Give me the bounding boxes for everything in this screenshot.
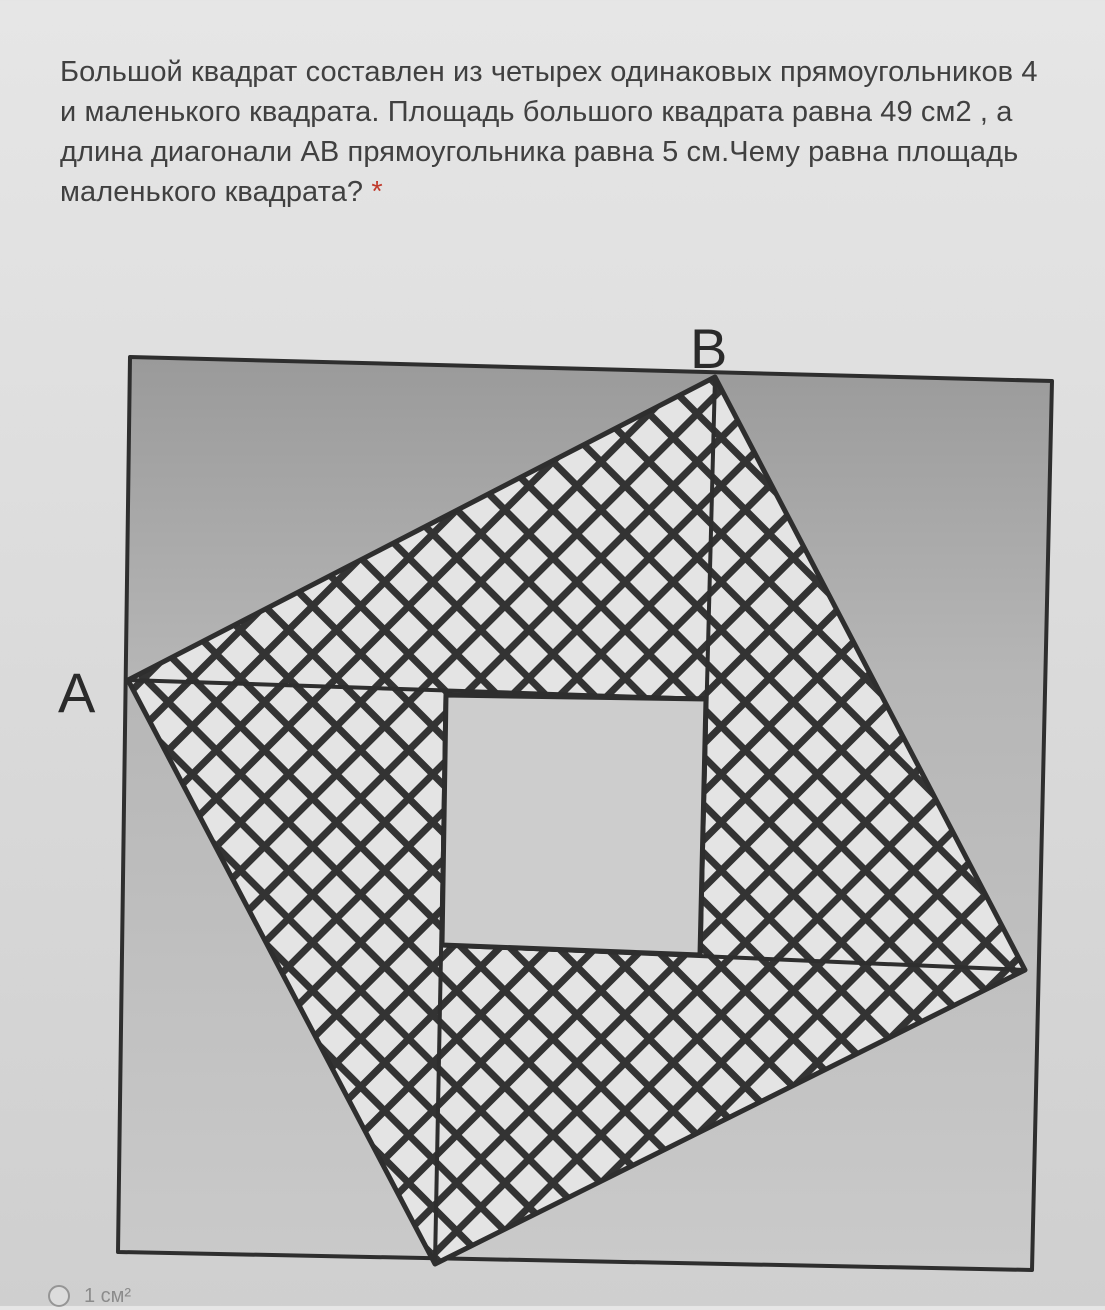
- answer-label: 1 см²: [84, 1284, 132, 1307]
- radio-button[interactable]: [48, 1285, 70, 1307]
- question-line: и маленького квадрата. Площадь большого квадрата равна 49 см2 , а: [60, 96, 1013, 128]
- question-line-text: маленького квадрата?: [60, 176, 364, 208]
- vertex-label-a: A: [58, 661, 96, 724]
- question-line: Большой квадрат составлен из четырех одинаковых прямоугольников 4: [60, 56, 1038, 88]
- question-line-text: длина диагонали АВ прямоугольника равна 5 см.Чему равна площадь: [60, 136, 1019, 168]
- vertex-label-b: B: [690, 317, 728, 380]
- small-square: [442, 695, 706, 955]
- required-marker: *: [371, 176, 383, 208]
